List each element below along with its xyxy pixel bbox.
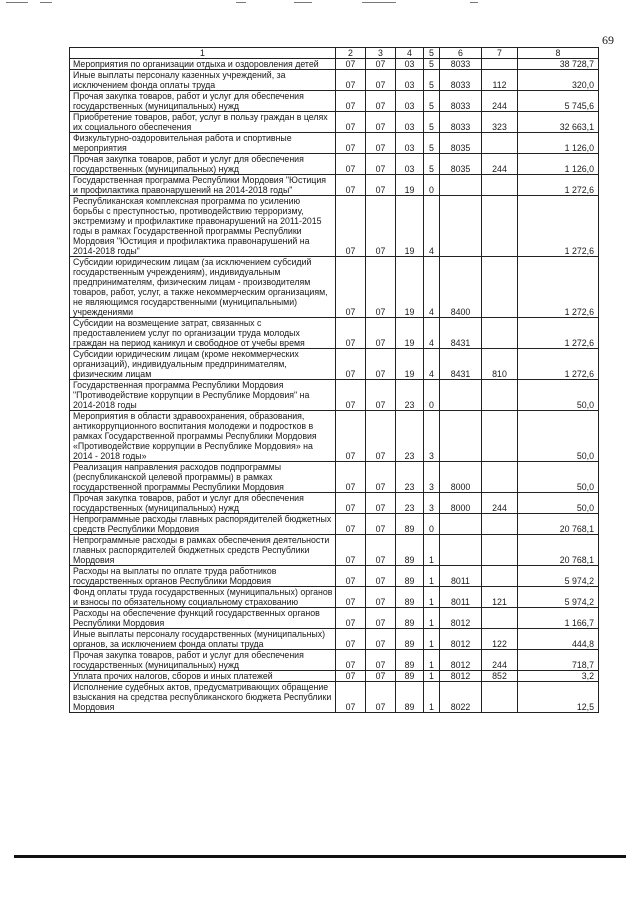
subprogram-cell: 4: [424, 349, 440, 380]
row-name-cell: Прочая закупка товаров, работ и услуг для обеспечения государственных (муниципальных) нужд: [70, 91, 336, 112]
direction-cell: [440, 411, 482, 462]
section-cell: 07: [336, 91, 366, 112]
section-cell: 07: [336, 318, 366, 349]
amount-cell: 20 768,1: [518, 514, 599, 535]
amount-cell: 1 272,6: [518, 175, 599, 196]
subprogram-cell: 1: [424, 535, 440, 566]
direction-cell: 8400: [440, 257, 482, 318]
program-cell: 89: [396, 535, 424, 566]
expense-type-cell: [482, 462, 518, 493]
subsection-cell: 07: [366, 318, 396, 349]
table-row: [70, 682, 599, 713]
expense-type-cell: 852: [482, 671, 518, 682]
expense-type-cell: [482, 318, 518, 349]
program-cell: 89: [396, 566, 424, 587]
expense-type-cell: 244: [482, 91, 518, 112]
scan-bottom-rule: [14, 855, 626, 858]
program-cell: 03: [396, 133, 424, 154]
table-row: [70, 514, 599, 535]
row-name-cell: Физкультурно-оздоровительная работа и спортивные мероприятия: [70, 133, 336, 154]
subsection-cell: 07: [366, 380, 396, 411]
program-cell: 89: [396, 629, 424, 650]
expense-type-cell: [482, 380, 518, 411]
program-cell: 19: [396, 349, 424, 380]
program-cell: 19: [396, 175, 424, 196]
subprogram-cell: 4: [424, 196, 440, 257]
subprogram-cell: 1: [424, 671, 440, 682]
row-name-cell: Субсидии юридическим лицам (за исключением субсидий государственным учреждениям), индивидуальным предпринимателям, физическим лицам - производителям товаров, работ, услуг, а также некоммерческим организациям, не являющимся государственными (муниципальными) учреждениями: [70, 257, 336, 318]
expense-type-cell: [482, 411, 518, 462]
direction-cell: [440, 380, 482, 411]
table-row: [70, 493, 599, 514]
subprogram-cell: 4: [424, 257, 440, 318]
row-name-cell: Мероприятия по организации отдыха и оздоровления детей: [70, 59, 336, 70]
expense-type-cell: 244: [482, 154, 518, 175]
subprogram-cell: 1: [424, 650, 440, 671]
section-cell: 07: [336, 650, 366, 671]
program-cell: 89: [396, 587, 424, 608]
section-cell: 07: [336, 608, 366, 629]
table-row: [70, 70, 599, 91]
row-name-cell: Государственная программа Республики Мордовия "Противодействие коррупции в Республике Мордовия" на 2014-2018 годы: [70, 380, 336, 411]
section-cell: 07: [336, 566, 366, 587]
amount-cell: 1 126,0: [518, 154, 599, 175]
section-cell: 07: [336, 535, 366, 566]
subsection-cell: 07: [366, 535, 396, 566]
section-cell: 07: [336, 196, 366, 257]
scan-top-artifact: [0, 0, 640, 6]
expense-type-cell: 244: [482, 650, 518, 671]
amount-cell: 20 768,1: [518, 535, 599, 566]
subsection-cell: 07: [366, 671, 396, 682]
subprogram-cell: 3: [424, 462, 440, 493]
expense-type-cell: [482, 514, 518, 535]
section-cell: 07: [336, 629, 366, 650]
subsection-cell: 07: [366, 154, 396, 175]
direction-cell: 8035: [440, 154, 482, 175]
row-name-cell: Непрограммные расходы в рамках обеспечения деятельности главных распорядителей бюджетных средств Республики Мордовия: [70, 535, 336, 566]
program-cell: 03: [396, 59, 424, 70]
expense-type-cell: [482, 682, 518, 713]
table-row: [70, 411, 599, 462]
table-row: [70, 462, 599, 493]
header-cell: 3: [366, 48, 396, 59]
direction-cell: 8033: [440, 112, 482, 133]
row-name-cell: Субсидии на возмещение затрат, связанных с предоставлением услуг по организации труда молодых граждан на период каникул и свободное от учебы время: [70, 318, 336, 349]
section-cell: 07: [336, 175, 366, 196]
direction-cell: 8012: [440, 608, 482, 629]
row-name-cell: Мероприятия в области здравоохранения, образования, антикоррупционного воспитания молодежи и подростков в рамках Государственной программы Республики Мордовия «Противодействие коррупции в Республике Мордовия» на 2014 - 2018 годы»: [70, 411, 336, 462]
table-header-row: [70, 48, 599, 59]
subprogram-cell: 1: [424, 682, 440, 713]
subsection-cell: 07: [366, 587, 396, 608]
direction-cell: 8022: [440, 682, 482, 713]
direction-cell: 8000: [440, 462, 482, 493]
subprogram-cell: 5: [424, 154, 440, 175]
table-row: [70, 112, 599, 133]
amount-cell: 1 272,6: [518, 257, 599, 318]
program-cell: 03: [396, 91, 424, 112]
table-row: [70, 566, 599, 587]
subsection-cell: 07: [366, 629, 396, 650]
direction-cell: 8431: [440, 349, 482, 380]
subprogram-cell: 1: [424, 587, 440, 608]
subprogram-cell: 1: [424, 629, 440, 650]
program-cell: 89: [396, 671, 424, 682]
program-cell: 03: [396, 70, 424, 91]
direction-cell: 8012: [440, 671, 482, 682]
row-name-cell: Прочая закупка товаров, работ и услуг для обеспечения государственных (муниципальных) нужд: [70, 154, 336, 175]
row-name-cell: Уплата прочих налогов, сборов и иных платежей: [70, 671, 336, 682]
header-cell: 6: [440, 48, 482, 59]
direction-cell: 8011: [440, 566, 482, 587]
subprogram-cell: 3: [424, 411, 440, 462]
expense-type-cell: 244: [482, 493, 518, 514]
row-name-cell: Государственная программа Республики Мордовия "Юстиция и профилактика правонарушений на 2014-2018 годы": [70, 175, 336, 196]
subsection-cell: 07: [366, 566, 396, 587]
table-row: [70, 133, 599, 154]
section-cell: 07: [336, 493, 366, 514]
direction-cell: 8012: [440, 629, 482, 650]
direction-cell: [440, 514, 482, 535]
amount-cell: 50,0: [518, 493, 599, 514]
expense-type-cell: 810: [482, 349, 518, 380]
section-cell: 07: [336, 133, 366, 154]
row-name-cell: Фонд оплаты труда государственных (муниципальных) органов и взносы по обязательному социальному страхованию: [70, 587, 336, 608]
header-cell: 4: [396, 48, 424, 59]
header-cell: 2: [336, 48, 366, 59]
section-cell: 07: [336, 59, 366, 70]
budget-table: [69, 47, 599, 713]
page-number: 69: [602, 33, 614, 47]
subsection-cell: 07: [366, 462, 396, 493]
direction-cell: 8012: [440, 650, 482, 671]
section-cell: 07: [336, 411, 366, 462]
program-cell: 03: [396, 112, 424, 133]
subprogram-cell: 5: [424, 133, 440, 154]
expense-type-cell: [482, 535, 518, 566]
table-row: [70, 257, 599, 318]
table-row: [70, 535, 599, 566]
section-cell: 07: [336, 462, 366, 493]
program-cell: 89: [396, 608, 424, 629]
table-row: [70, 650, 599, 671]
row-name-cell: Реализация направления расходов подпрограммы (республиканской целевой программы) в рамках государственной программы Республики Мордовия: [70, 462, 336, 493]
subsection-cell: 07: [366, 112, 396, 133]
program-cell: 89: [396, 514, 424, 535]
expense-type-cell: [482, 133, 518, 154]
direction-cell: [440, 175, 482, 196]
program-cell: 89: [396, 682, 424, 713]
direction-cell: 8033: [440, 59, 482, 70]
amount-cell: 1 272,6: [518, 349, 599, 380]
subprogram-cell: 0: [424, 175, 440, 196]
row-name-cell: Исполнение судебных актов, предусматривающих обращение взыскания на средства республиканского бюджета Республики Мордовия: [70, 682, 336, 713]
table-row: [70, 629, 599, 650]
amount-cell: 3,2: [518, 671, 599, 682]
amount-cell: 32 663,1: [518, 112, 599, 133]
row-name-cell: Приобретение товаров, работ, услуг в пользу граждан в целях их социального обеспечения: [70, 112, 336, 133]
subsection-cell: 07: [366, 682, 396, 713]
subprogram-cell: 4: [424, 318, 440, 349]
table-row: [70, 154, 599, 175]
header-cell: 8: [518, 48, 599, 59]
subprogram-cell: 5: [424, 91, 440, 112]
section-cell: 07: [336, 257, 366, 318]
table-row: [70, 608, 599, 629]
row-name-cell: Иные выплаты персоналу государственных (муниципальных) органов, за исключением фонда оплаты труда: [70, 629, 336, 650]
program-cell: 23: [396, 462, 424, 493]
program-cell: 23: [396, 380, 424, 411]
expense-type-cell: [482, 175, 518, 196]
expense-type-cell: [482, 566, 518, 587]
row-name-cell: Расходы на выплаты по оплате труда работников государственных органов Республики Мордовия: [70, 566, 336, 587]
subsection-cell: 07: [366, 608, 396, 629]
program-cell: 89: [396, 650, 424, 671]
section-cell: 07: [336, 514, 366, 535]
subsection-cell: 07: [366, 70, 396, 91]
amount-cell: 1 166,7: [518, 608, 599, 629]
subprogram-cell: 0: [424, 380, 440, 411]
program-cell: 23: [396, 411, 424, 462]
expense-type-cell: 323: [482, 112, 518, 133]
section-cell: 07: [336, 671, 366, 682]
amount-cell: 5 745,6: [518, 91, 599, 112]
direction-cell: 8000: [440, 493, 482, 514]
subprogram-cell: 5: [424, 70, 440, 91]
direction-cell: 8431: [440, 318, 482, 349]
amount-cell: 1 126,0: [518, 133, 599, 154]
header-cell: 5: [424, 48, 440, 59]
table-row: [70, 59, 599, 70]
direction-cell: 8033: [440, 70, 482, 91]
table-row: [70, 318, 599, 349]
amount-cell: 444,8: [518, 629, 599, 650]
subsection-cell: 07: [366, 59, 396, 70]
subprogram-cell: 1: [424, 566, 440, 587]
amount-cell: 718,7: [518, 650, 599, 671]
amount-cell: 50,0: [518, 411, 599, 462]
subsection-cell: 07: [366, 133, 396, 154]
amount-cell: 12,5: [518, 682, 599, 713]
subsection-cell: 07: [366, 411, 396, 462]
amount-cell: 5 974,2: [518, 587, 599, 608]
section-cell: 07: [336, 112, 366, 133]
table-row: [70, 175, 599, 196]
subsection-cell: 07: [366, 650, 396, 671]
table-row: [70, 349, 599, 380]
subsection-cell: 07: [366, 91, 396, 112]
section-cell: 07: [336, 587, 366, 608]
table-row: [70, 91, 599, 112]
subprogram-cell: 3: [424, 493, 440, 514]
amount-cell: 320,0: [518, 70, 599, 91]
expense-type-cell: [482, 257, 518, 318]
expense-type-cell: [482, 59, 518, 70]
section-cell: 07: [336, 380, 366, 411]
row-name-cell: Прочая закупка товаров, работ и услуг для обеспечения государственных (муниципальных) нужд: [70, 493, 336, 514]
table-row: [70, 196, 599, 257]
program-cell: 19: [396, 196, 424, 257]
subprogram-cell: 1: [424, 608, 440, 629]
program-cell: 19: [396, 318, 424, 349]
section-cell: 07: [336, 154, 366, 175]
table-row: [70, 671, 599, 682]
subprogram-cell: 5: [424, 59, 440, 70]
section-cell: 07: [336, 349, 366, 380]
expense-type-cell: 112: [482, 70, 518, 91]
row-name-cell: Субсидии юридическим лицам (кроме некоммерческих организаций), индивидуальным предпринимателям, физическим лицам: [70, 349, 336, 380]
row-name-cell: Иные выплаты персоналу казенных учреждений, за исключением фонда оплаты труда: [70, 70, 336, 91]
subsection-cell: 07: [366, 196, 396, 257]
direction-cell: 8033: [440, 91, 482, 112]
program-cell: 19: [396, 257, 424, 318]
section-cell: 07: [336, 70, 366, 91]
subprogram-cell: 0: [424, 514, 440, 535]
direction-cell: [440, 196, 482, 257]
subsection-cell: 07: [366, 493, 396, 514]
expense-type-cell: 121: [482, 587, 518, 608]
direction-cell: 8035: [440, 133, 482, 154]
program-cell: 23: [396, 493, 424, 514]
direction-cell: [440, 535, 482, 566]
subsection-cell: 07: [366, 514, 396, 535]
row-name-cell: Республиканская комплексная программа по усилению борьбы с преступностью, противодействию терроризму, экстремизму и профилактике правонарушений на 2011-2015 годы в рамках Государственной программы Республики Мордовия "Юстиция и профилактика правонарушений на 2014-2018 годы": [70, 196, 336, 257]
row-name-cell: Непрограммные расходы главных распорядителей бюджетных средств Республики Мордовия: [70, 514, 336, 535]
amount-cell: 1 272,6: [518, 318, 599, 349]
header-cell: 1: [70, 48, 336, 59]
header-cell: 7: [482, 48, 518, 59]
expense-type-cell: 122: [482, 629, 518, 650]
amount-cell: 5 974,2: [518, 566, 599, 587]
row-name-cell: Расходы на обеспечение функций государственных органов Республики Мордовия: [70, 608, 336, 629]
subsection-cell: 07: [366, 257, 396, 318]
direction-cell: 8011: [440, 587, 482, 608]
amount-cell: 50,0: [518, 380, 599, 411]
subprogram-cell: 5: [424, 112, 440, 133]
table-row: [70, 587, 599, 608]
subsection-cell: 07: [366, 175, 396, 196]
amount-cell: 38 728,7: [518, 59, 599, 70]
section-cell: 07: [336, 682, 366, 713]
amount-cell: 50,0: [518, 462, 599, 493]
subsection-cell: 07: [366, 349, 396, 380]
row-name-cell: Прочая закупка товаров, работ и услуг для обеспечения государственных (муниципальных) нужд: [70, 650, 336, 671]
expense-type-cell: [482, 196, 518, 257]
amount-cell: 1 272,6: [518, 196, 599, 257]
program-cell: 03: [396, 154, 424, 175]
expense-type-cell: [482, 608, 518, 629]
table-row: [70, 380, 599, 411]
